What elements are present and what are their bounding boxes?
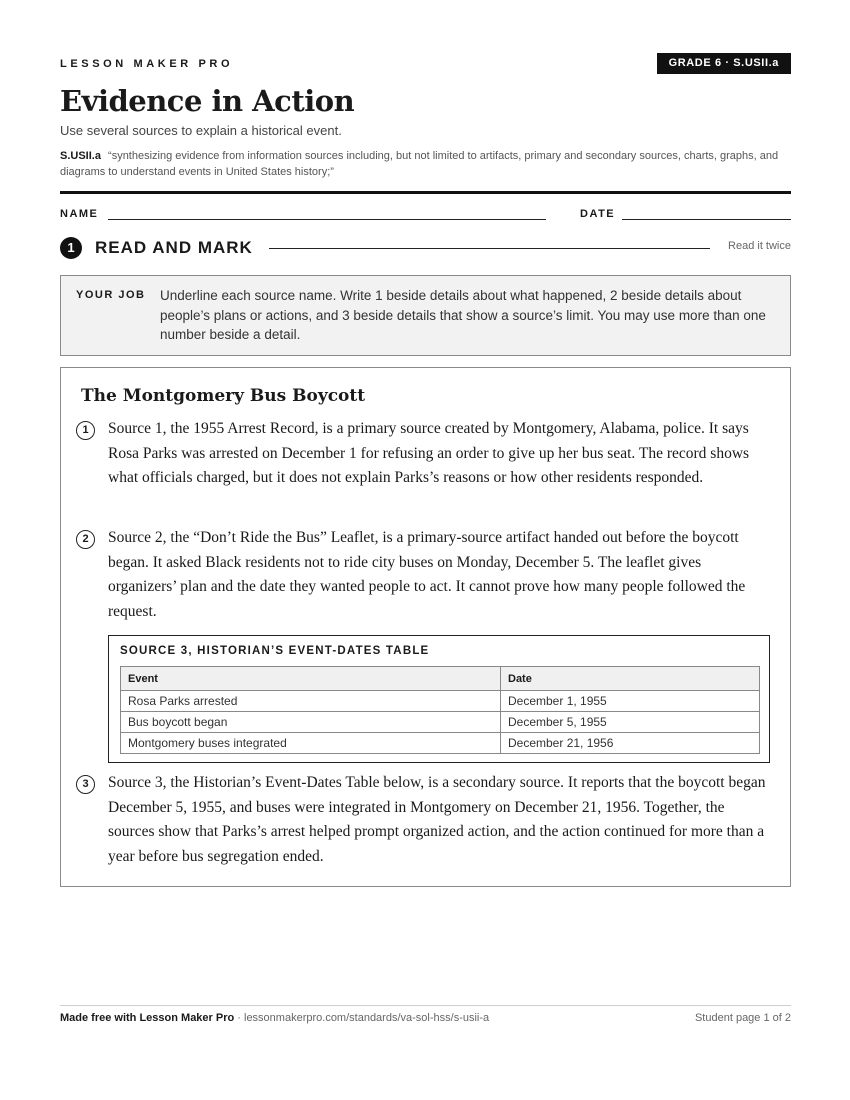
name-field[interactable]	[108, 219, 546, 220]
paragraph-2: Source 2, the “Don’t Ride the Bus” Leaflet, is a primary-source artifact handed out before the boycott began. It asked Black residents not to ride city buses on Monday, December 5. The leaflet gives organizers’ plan and the date they wanted people to act. It cannot prove how many people followed the request.	[108, 529, 746, 620]
reading-passage	[60, 367, 791, 887]
footer-credit	[60, 1012, 489, 1024]
date-label: DATE	[580, 208, 616, 220]
paragraph-number-1: 1	[76, 421, 95, 440]
table-row	[121, 691, 760, 712]
footer-url[interactable]: lessonmakerpro.com/standards/va-sol-hss/s-usii-a	[244, 1012, 490, 1024]
table-header-row	[121, 667, 760, 691]
table-cell-date: December 1, 1955	[501, 691, 760, 712]
passage-title: The Montgomery Bus Boycott	[81, 386, 366, 406]
table-cell-event: Bus boycott began	[121, 712, 501, 733]
grade-badge: GRADE 6 · S.USII.a	[657, 53, 791, 74]
source-3-table-box	[108, 635, 770, 763]
footer-made-with: Made free with Lesson Maker Pro	[60, 1012, 235, 1024]
standard-text: “synthesizing evidence from information sources including, but not limited to artifacts, primary and secondary sources, charts, graphs, and diagrams to understand events in United States history;”	[60, 150, 779, 178]
table-row	[121, 712, 760, 733]
your-job-box	[60, 275, 791, 356]
column-header-event: Event	[121, 667, 501, 691]
section-note: Read it twice	[728, 240, 791, 252]
table-cell-date: December 5, 1955	[501, 712, 760, 733]
section-header-read-and-mark	[60, 237, 791, 259]
header-divider	[60, 191, 791, 194]
section-title: READ AND MARK	[95, 238, 253, 257]
footer-page-number: Student page 1 of 2	[694, 1012, 791, 1024]
name-label: NAME	[60, 208, 99, 220]
date-field[interactable]	[622, 219, 791, 220]
table-row	[121, 733, 760, 754]
standard-statement	[60, 148, 791, 180]
your-job-text: Underline each source name. Write 1 beside details about what happened, 2 beside details about people’s plans or actions, and 3 beside details that show a source’s limit. You may use more than one number beside a detail.	[160, 288, 766, 342]
paragraph-number-3: 3	[76, 775, 95, 794]
source-table-caption: SOURCE 3, HISTORIAN’S EVENT-DATES TABLE	[120, 645, 430, 657]
table-cell-date: December 21, 1956	[501, 733, 760, 754]
your-job-label: YOUR JOB	[76, 289, 146, 301]
paragraph-number-2: 2	[76, 530, 95, 549]
event-dates-table	[120, 666, 760, 754]
section-number-badge: 1	[60, 237, 82, 259]
column-header-date: Date	[501, 667, 760, 691]
standard-code: S.USII.a	[60, 150, 101, 162]
page-subtitle: Use several sources to explain a historical event.	[60, 123, 342, 138]
brand-name: LESSON MAKER PRO	[60, 58, 234, 70]
paragraph-3: Source 3, the Historian’s Event-Dates Table below, is a secondary source. It reports that the boycott began December 5, 1955, and buses were integrated in Montgomery on December 21, 1956. Together, the sources show that Parks’s arrest helped prompt organized action, and the action continued for more than a year before bus segregation ended.	[108, 774, 766, 865]
section-rule	[269, 248, 710, 249]
footer-divider	[60, 1005, 791, 1006]
name-date-row	[60, 208, 791, 222]
paragraph-1: Source 1, the 1955 Arrest Record, is a primary source created by Montgomery, Alabama, police. It says Rosa Parks was arrested on December 1 for refusing an order to give up her bus seat. The record shows what officials charged, but it does not explain Parks’s reasons or how other residents responded.	[108, 420, 750, 486]
footer-separator: ·	[234, 1012, 244, 1024]
table-cell-event: Rosa Parks arrested	[121, 691, 501, 712]
page-title: Evidence in Action	[60, 84, 355, 118]
worksheet-page	[60, 0, 791, 1100]
table-cell-event: Montgomery buses integrated	[121, 733, 501, 754]
